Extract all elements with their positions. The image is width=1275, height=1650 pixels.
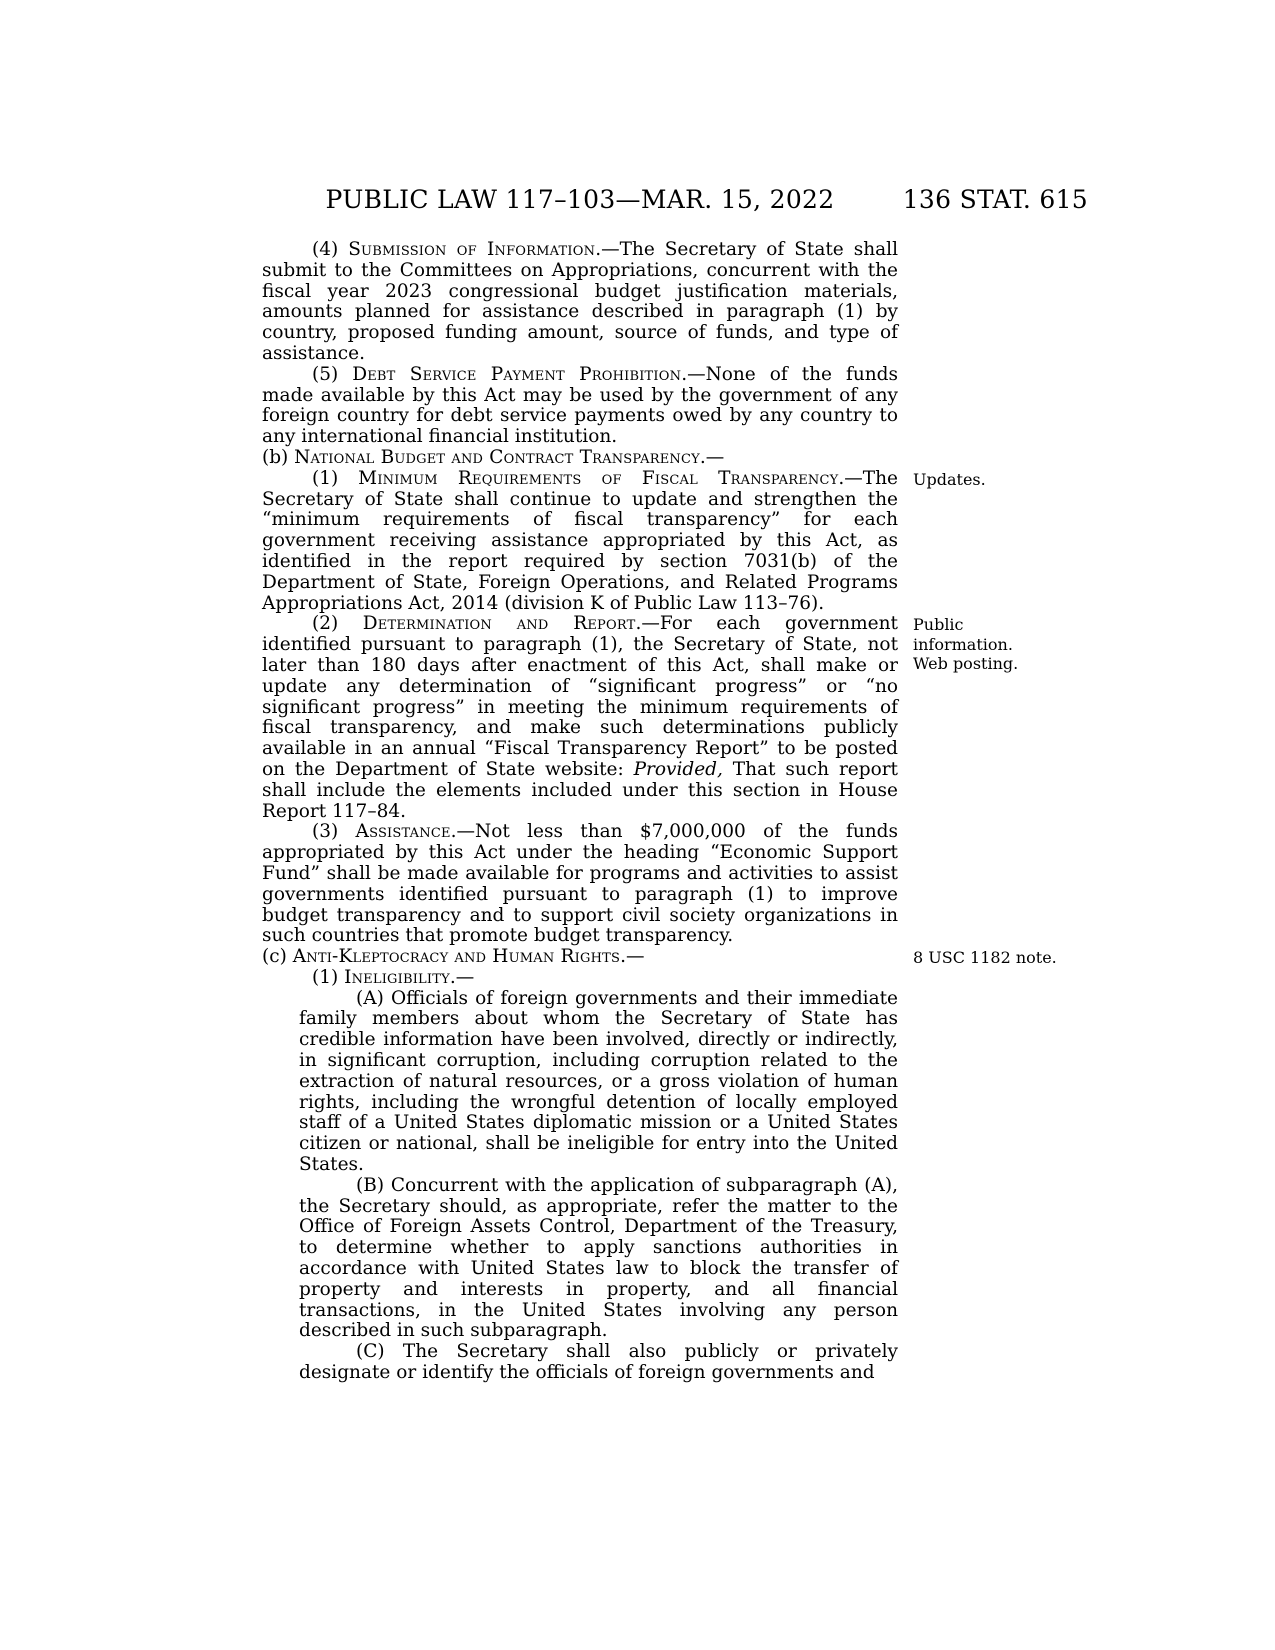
subsection-number: (b) [262,446,295,468]
margin-note-line: Updates. [913,469,986,489]
statute-text-column [262,239,1057,1384]
paragraph-heading: Ineligibility [344,966,450,988]
stat-page-number: 136 STAT. 615 [902,185,1088,214]
margin-note-line: information. [913,634,1013,654]
paragraph-dash: .— [449,966,475,988]
running-header [262,186,1088,218]
margin-note-line: Web posting. [913,654,1019,674]
paragraph-b1-minimum-requirements [262,467,986,615]
paragraph-number: (1) [312,966,345,988]
subsection-dash: .— [620,946,645,968]
law-title: PUBLIC LAW 117–103—MAR. 15, 2022 [325,185,835,214]
subsection-c-heading [262,946,1057,968]
paragraph-b3-assistance [262,822,898,947]
paragraph-text: .—None of the funds made available by this Act may be used by the government of any foreign country for debt service payments owed by any country to any international financial institution. [262,363,899,448]
subsection-number: (c) [262,946,293,968]
subparagraph-B-ofac-referral [299,1176,898,1342]
paragraph-text: .—The Secretary of State shall continue to update and strengthen the “minimum requirements of fiscal transparency” for each government receiving assistance appropriated by this Act, as identified in the report required by section 7031(b) of the Department of State, Foreign Operations, and Related Programs Appropriations Act, 2014 (division K of Public Law 113–76). [262,467,898,614]
paragraph-number: (2) [312,613,363,635]
proviso-italic: Provided, [633,758,723,780]
margin-note-public-information [913,615,1093,674]
subparagraph-text: (B) Concurrent with the application of subparagraph (A), the Secretary should, as appropriate, refer the matter to the Office of Foreign Assets Control, Department of the Treasury, to determine whether to apply sanctions authorities in accordance with United States law to block the transfer of property and interests in property, and all financial transactions, in the United States involving any person described in such subparagraph. [299,1174,898,1342]
paragraph-heading: Assistance [355,821,451,843]
paragraph-5-debt-service-payment-prohibition [262,365,898,448]
margin-note-usc-citation [913,948,1093,968]
subsection-b-heading [262,448,898,469]
subparagraph-A-officials-ineligible [299,989,898,1176]
subsection-dash: .— [699,446,725,468]
margin-note-line: 8 USC 1182 note. [913,948,1057,968]
paragraph-heading: Debt Service Payment Prohibition [352,363,682,385]
margin-note-updates [913,470,1093,490]
subparagraph-text: (A) Officials of foreign governments and their immediate family members about whom the Secretary of State has credible information have been involved, directly or indirectly, in significant corruption, including corruption related to the extraction of natural resources, or a gross violation of human rights, including the wrongful detention of locally employed staff of a United States diplomatic mission or a United States citizen or national, shall be ineligible for entry into the United States. [299,987,898,1176]
paragraph-heading: Minimum Requirements of Fiscal Transparency [358,467,839,489]
paragraph-number: (3) [312,821,356,843]
subsection-heading: National Budget and Contract Transparency [294,446,700,468]
paragraph-text: .—For each government identified pursuant to paragraph (1), the Secretary of State, not later than 180 days after enactment of this Act, shall make or update any determination of “significant progress” or “no significant progress” in meeting the minimum requirements of fiscal transparency, and make such determinations publicly available in an annual “Fiscal Transparency Report” to be posted on the Department of State website: [262,613,898,780]
paragraph-heading: Determination and Report [362,613,636,635]
subparagraph-C-designation [299,1342,898,1384]
paragraph-heading: Submission of Information [348,239,596,260]
paragraph-b2-determination-and-report [262,613,1019,822]
paragraph-number: (5) [312,363,353,385]
paragraph-number: (1) [312,467,359,489]
subparagraph-text: (C) The Secretary shall also publicly or privately designate or identify the officials of foreign governments and [299,1341,898,1384]
paragraph-c1-ineligibility [262,968,898,989]
subsection-heading: Anti-Kleptocracy and Human Rights [292,946,621,968]
paragraph-4-submission-of-information [262,240,898,365]
paragraph-number: (4) [312,239,349,260]
paragraph-text: That such report shall include the elements included under this section in House Report 117–84. [262,758,898,822]
margin-note-line: Public [913,615,964,635]
paragraph-text: .—Not less than $7,000,000 of the funds appropriated by this Act under the heading “Economic Support Fund” shall be made available for programs and activities to assist governments identified pursuant to paragraph (1) to improve budget transparency and to support civil society organizations in such countries that promote budget transparency. [262,821,898,947]
paragraph-text: .—The Secretary of State shall submit to the Committees on Appropriations, concurrent with the fiscal year 2023 congressional budget justification materials, amounts planned for assistance described in paragraph (1) by country, proposed funding amount, source of funds, and type of assistance. [262,239,898,364]
